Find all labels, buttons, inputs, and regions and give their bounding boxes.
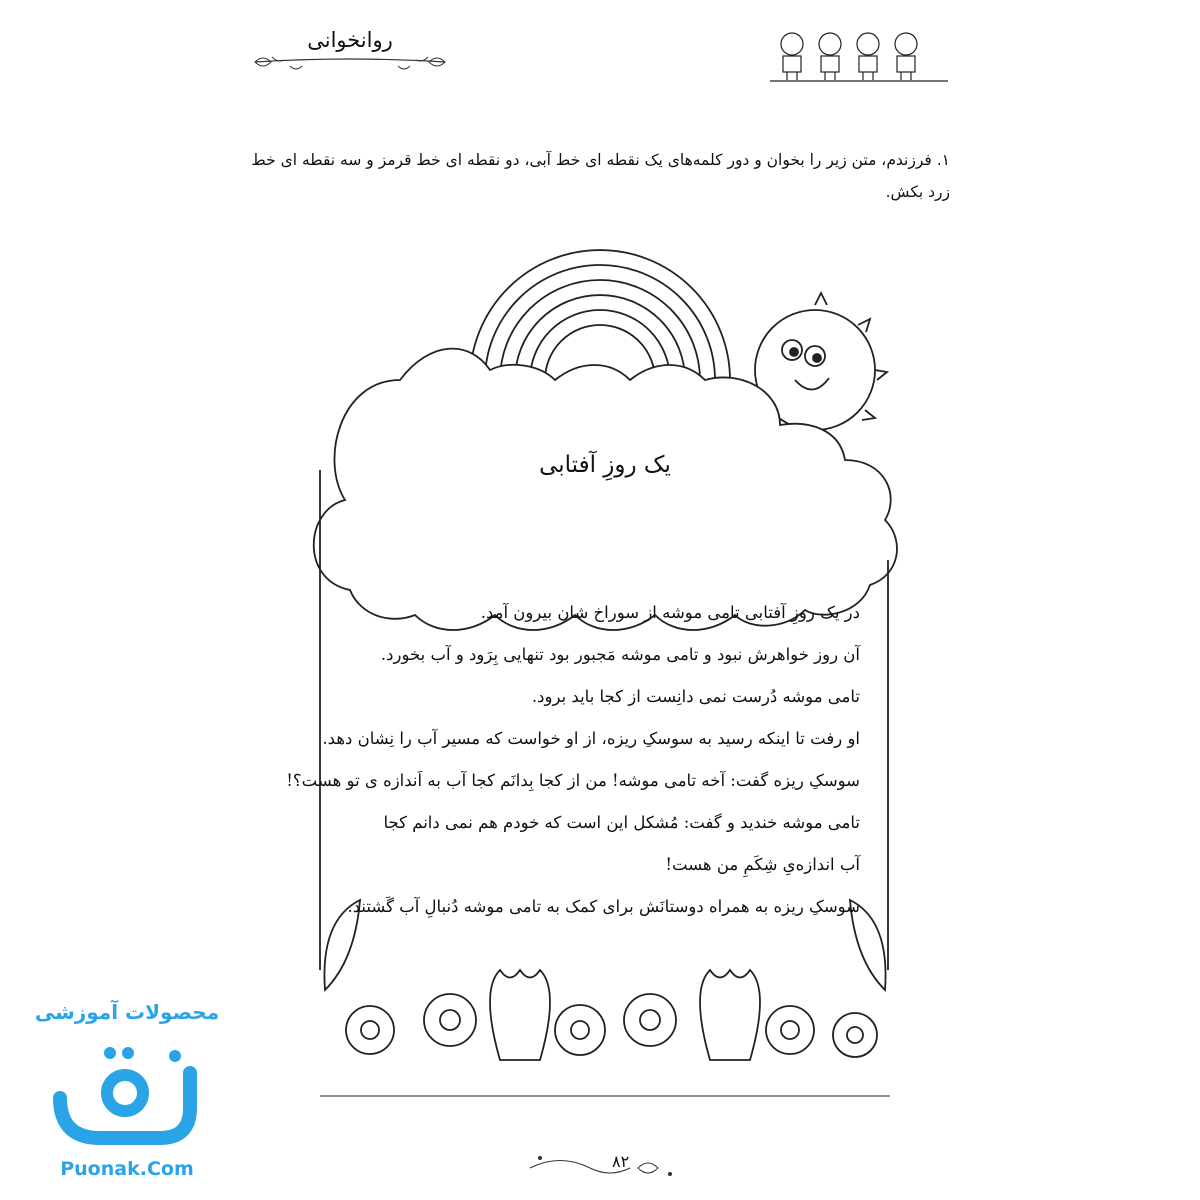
- story-line-1: در یک روزِ آفتابی تامی موشه از سوراخ شان بیرون آمد.: [480, 603, 860, 622]
- page-number: [520, 1146, 700, 1186]
- header-ornament: [250, 26, 450, 76]
- instruction: [180, 144, 950, 208]
- story-line-2: آن روز خواهرش نبود و تامی موشه مَجبور بود تنهایی بِرَود و آب بخورد.: [380, 645, 860, 664]
- story-line-4: او رفت تا اینکه رسید به سوسکِ ریزه، از او خواست که مسیر آب را نِشان دهد.: [322, 729, 860, 748]
- page-number-ornament: [520, 1146, 700, 1186]
- watermark-url: Puonak.Com: [60, 1158, 194, 1180]
- story-title: یک روزِ آفتابی: [539, 452, 671, 478]
- story-line-5: سوسکِ ریزه گفت: آخه تامی موشه! من از کجا بِدانَم کجا آب به اَندازه ی تو هست؟!: [286, 771, 860, 790]
- story-line-6: تامی موشه خندید و گفت: مُشکل این است که خودم هم نمی دانم کجا: [383, 813, 860, 832]
- kids-illustration: [770, 28, 950, 83]
- page-number-text: ۸۲: [612, 1152, 630, 1171]
- watermark-top-text: محصولات آموزشی: [34, 1000, 220, 1024]
- story-body: [286, 592, 860, 928]
- story-line-8: سوسکِ ریزه به همراه دوستانَش برای کمک به تامی موشه دُنبالِ آب گَشتند.: [347, 897, 860, 916]
- story-line-7: آب اندازه‌یِ شِکَمِ من هست!: [665, 855, 860, 874]
- watermark-logo: [50, 1038, 200, 1148]
- instruction-line-1: ۱. فرزندم، متن زیر را بخوان و دور کلمه‌های یک نقطه ای خط آبی، دو نقطه ای خط قرمز و سه نقطه ای خط: [251, 151, 950, 169]
- story-line-3: تامی موشه دُرست نمی دانِست از کجا باید برود.: [531, 687, 860, 706]
- header-title: [250, 26, 450, 76]
- watermark: [22, 1000, 232, 1190]
- header-title-text: روانخوانی: [307, 28, 393, 52]
- instruction-line-2: زرد بکش.: [885, 183, 950, 201]
